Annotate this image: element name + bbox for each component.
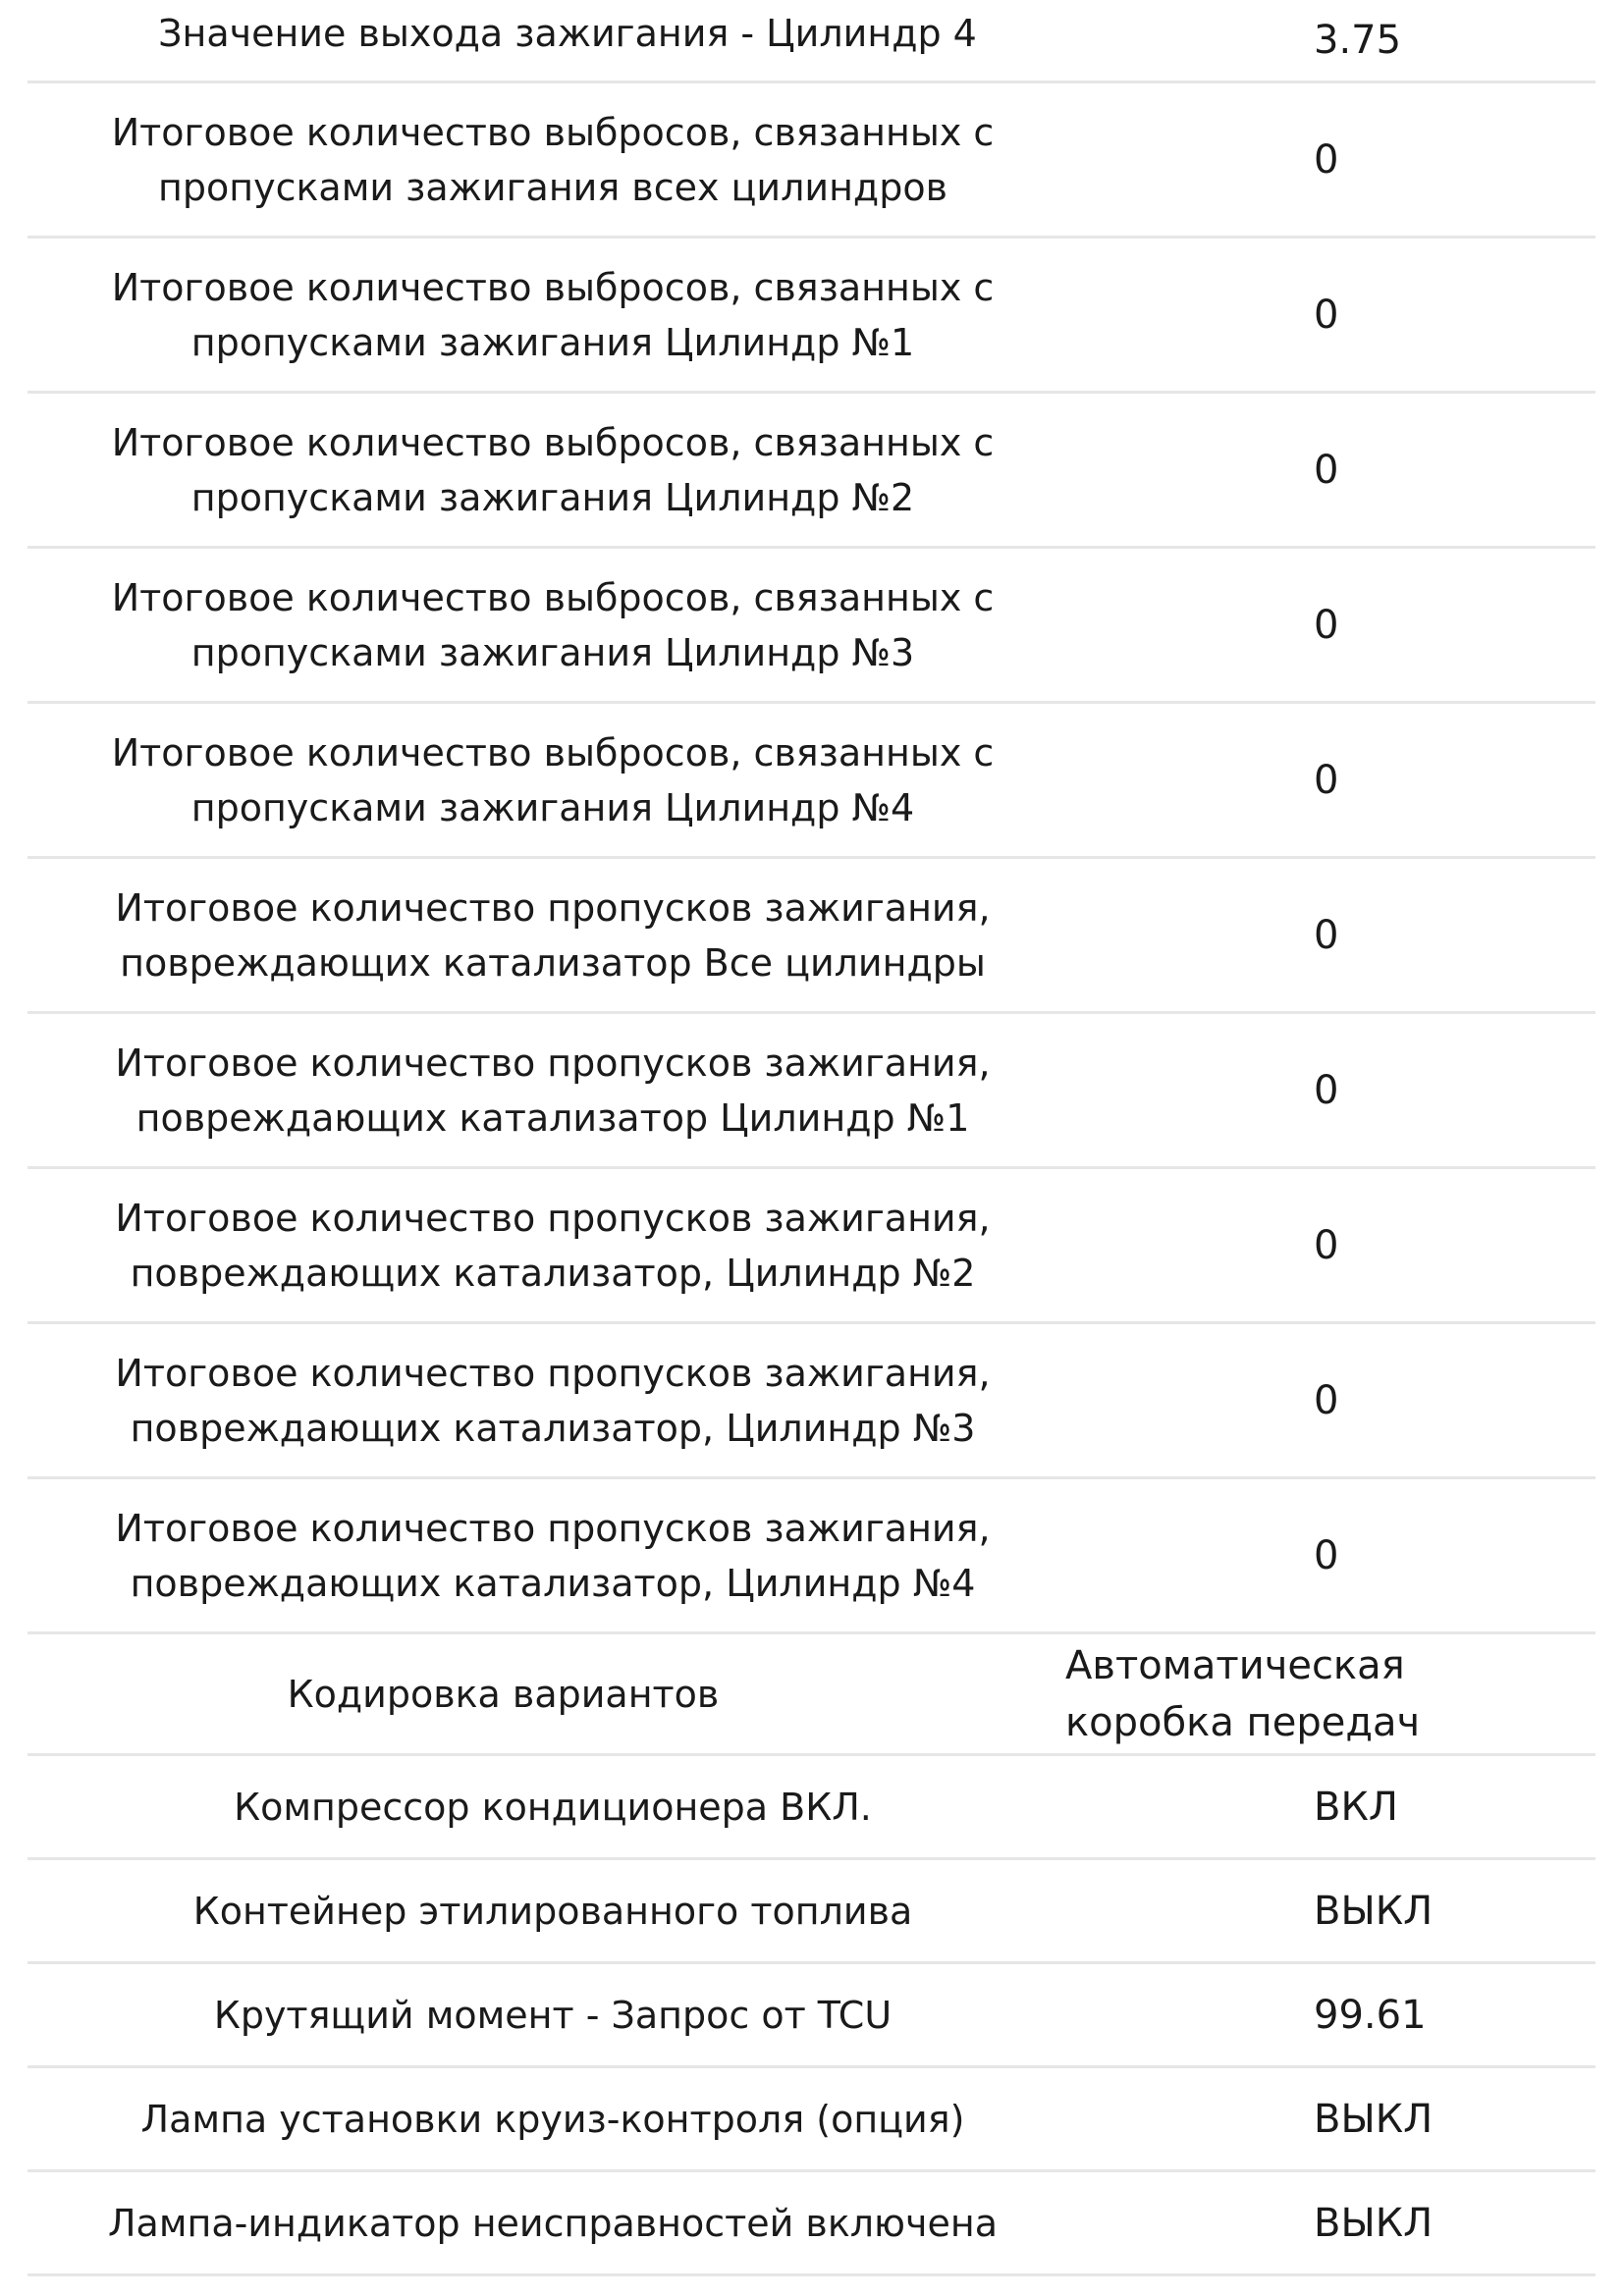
parameter-value: 0 [1314, 1067, 1339, 1113]
table-row [27, 394, 1596, 549]
parameter-label: Итоговое количество пропусков зажигания, повреждающих катализатор Все цилиндры [115, 885, 991, 985]
parameter-value: 0 [1314, 1532, 1339, 1578]
parameter-label: Значение выхода зажигания - Цилиндр 4 [158, 12, 977, 55]
parameter-label: Итоговое количество пропусков зажигания, повреждающих катализатор Цилиндр №1 [115, 1041, 991, 1140]
parameter-label: Итоговое количество выбросов, связанных с пропусками зажигания Цилиндр №1 [111, 265, 995, 364]
parameter-label: Итоговое количество выбросов, связанных с пропусками зажигания Цилиндр №3 [111, 575, 995, 674]
parameter-label: Контейнер этилированного топлива [192, 1889, 913, 1933]
parameter-label: Компрессор кондиционера ВКЛ. [234, 1785, 872, 1829]
parameter-value: 0 [1314, 1377, 1339, 1423]
parameter-value: 99.61 [1314, 1992, 1427, 2038]
parameter-label: Итоговое количество выбросов, связанных с пропусками зажигания Цилиндр №2 [111, 420, 995, 519]
parameter-value: 0 [1314, 292, 1339, 338]
parameter-label: Итоговое количество пропусков зажигания, повреждающих катализатор, Цилиндр №4 [115, 1506, 991, 1605]
parameter-label: Итоговое количество выбросов, связанных с пропусками зажигания всех цилиндров [111, 110, 995, 209]
table-row [27, 549, 1596, 704]
table-row [27, 1479, 1596, 1634]
parameter-value: 0 [1314, 447, 1339, 493]
table-row [27, 1964, 1596, 2068]
table-row [27, 239, 1596, 394]
parameter-value: 0 [1314, 912, 1339, 958]
table-row [27, 2172, 1596, 2276]
table-row [27, 1860, 1596, 1964]
table-row [27, 1756, 1596, 1860]
table-row [27, 1324, 1596, 1479]
parameter-label: Лампа-индикатор неисправностей включена [107, 2201, 999, 2245]
parameter-value: Автоматическая коробка передач [1065, 1642, 1421, 1745]
parameter-label: Итоговое количество пропусков зажигания, повреждающих катализатор, Цилиндр №2 [115, 1196, 991, 1295]
parameter-value: ВЫКЛ [1314, 2200, 1434, 2246]
parameter-value: 0 [1314, 136, 1339, 183]
parameters-table [27, 0, 1596, 2276]
parameter-label: Крутящий момент - Запрос от TCU [213, 1993, 893, 2037]
parameter-value: ВЫКЛ [1314, 1888, 1434, 1934]
parameter-value: ВЫКЛ [1314, 2096, 1434, 2142]
table-row [27, 859, 1596, 1014]
table-row [27, 83, 1596, 239]
table-row [27, 1634, 1596, 1756]
table-row [27, 704, 1596, 859]
table-row [27, 0, 1596, 83]
parameter-value: 0 [1314, 1222, 1339, 1268]
parameter-value: 3.75 [1314, 18, 1402, 63]
parameter-label: Итоговое количество пропусков зажигания, повреждающих катализатор, Цилиндр №3 [115, 1351, 991, 1450]
parameter-label: Итоговое количество выбросов, связанных с пропусками зажигания Цилиндр №4 [111, 730, 995, 829]
table-row [27, 1014, 1596, 1169]
parameter-label: Лампа установки круиз-контроля (опция) [140, 2097, 965, 2141]
parameter-value: 0 [1314, 757, 1339, 803]
parameter-label: Кодировка вариантов [287, 1672, 720, 1716]
parameter-value: ВКЛ [1314, 1784, 1398, 1830]
table-row [27, 1169, 1596, 1324]
table-row [27, 2068, 1596, 2172]
parameter-value: 0 [1314, 602, 1339, 648]
